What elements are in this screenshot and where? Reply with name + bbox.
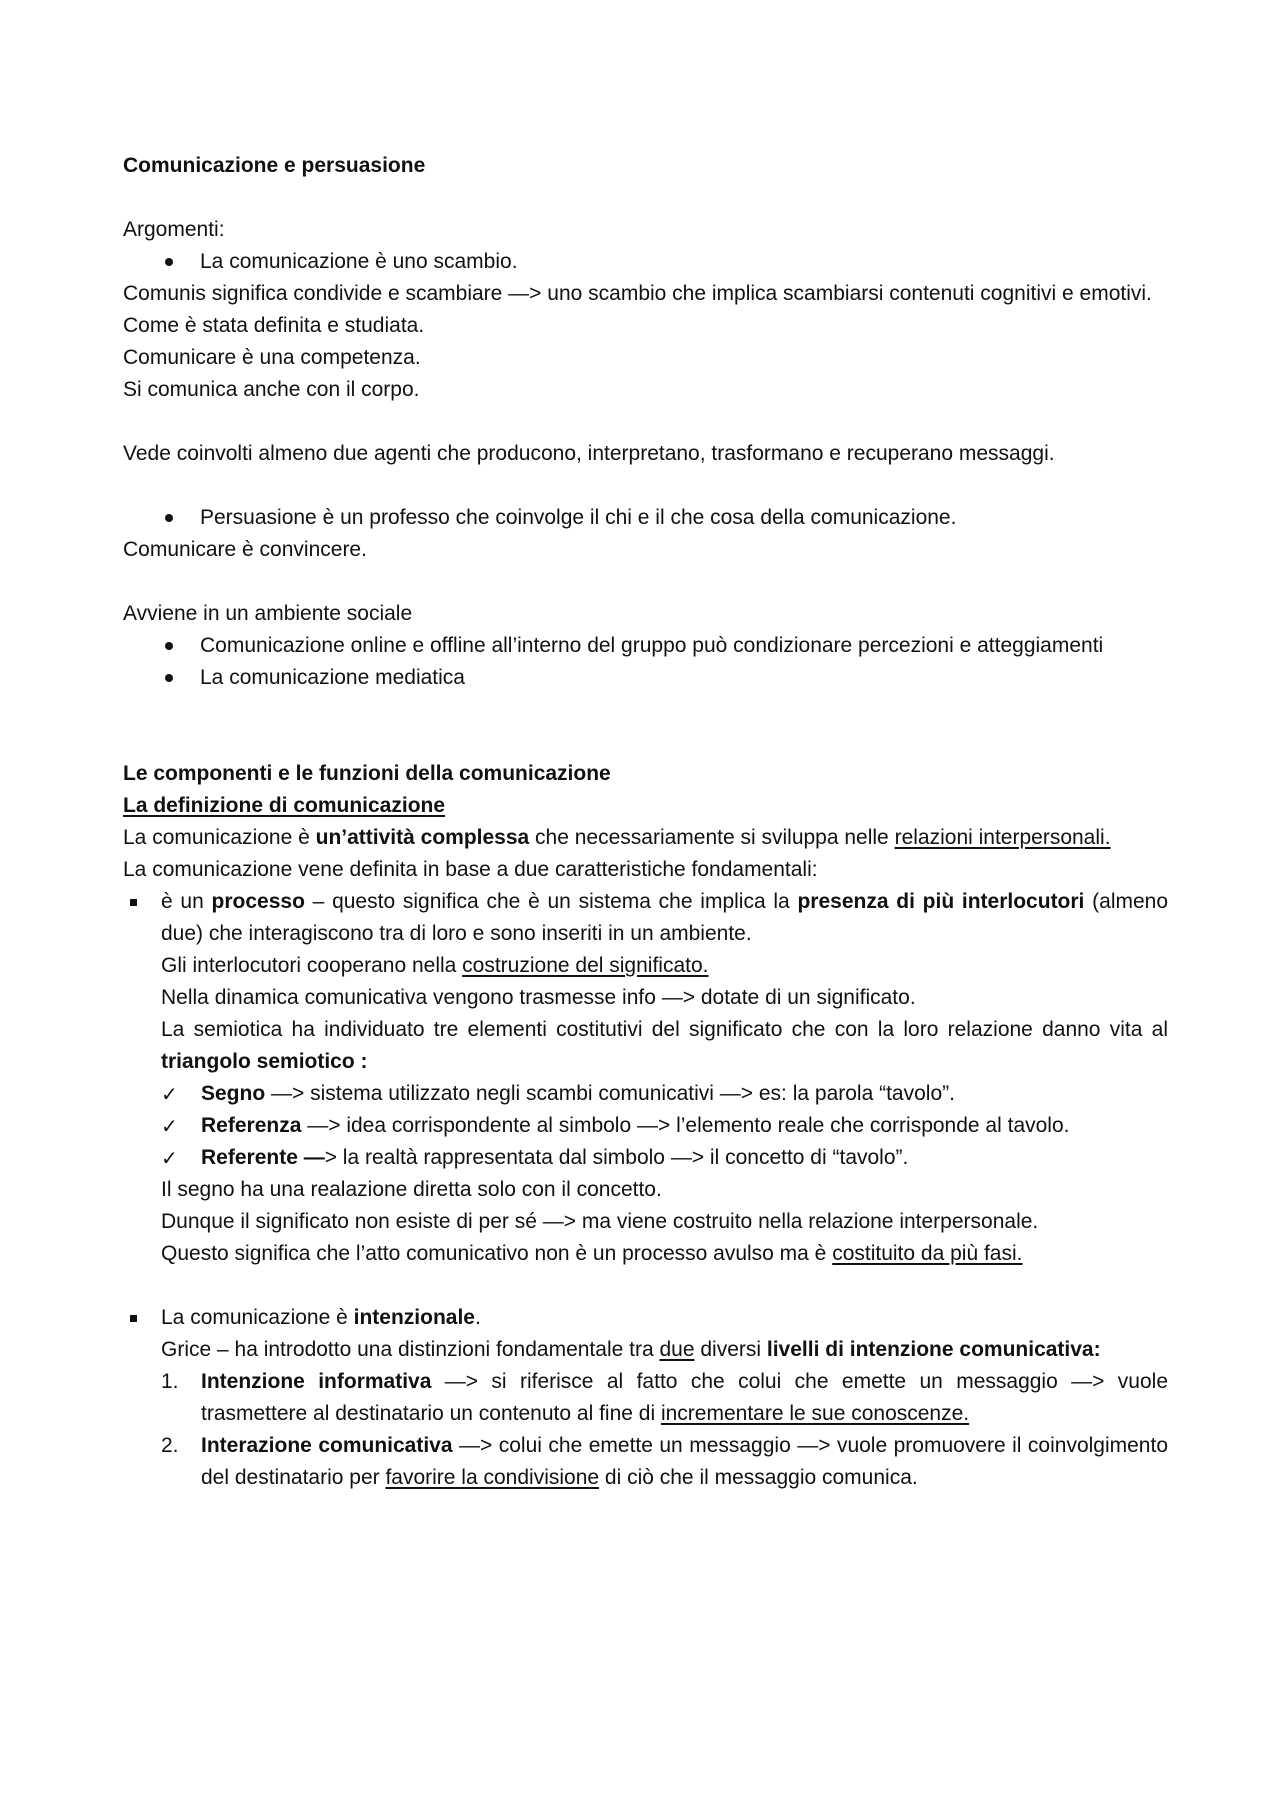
numbered-item: 1. Intenzione informativa —> si riferisce al fatto che colui che emette un messaggio —> vuole trasmettere al destinatario un contenuto al fine di incrementare le sue conoscenze. (161, 1366, 1168, 1430)
list-item-intenzionale: La comunicazione è intenzionale. Grice – ha introdotto una distinzioni fondamentale tra due diversi livelli di intenzione comunicativa: 1. Intenzione informativa —> si riferisce al fatto che colui che emette un messaggio —> vuole trasmettere al destinatario un contenuto al fine di incrementare le sue conoscenze. 2. Interazione comunicativa —> colui che emette un messaggio —> vuole promuovere il coinvolgimento del destinatario per favorire la condivisione di ciò che il messaggio comunica. (123, 1302, 1168, 1494)
paragraph: Comunicare è convincere. (123, 538, 367, 561)
section-title: Comunicazione e persuasione (123, 154, 426, 177)
paragraph: Avviene in un ambiente sociale (123, 602, 413, 625)
definition-paragraph: La comunicazione è un’attività complessa che necessariamente si sviluppa nelle relazioni interpersonali. (123, 826, 1111, 849)
list-number: 2. (161, 1434, 179, 1457)
check-item: ✓ Referenza —> idea corrispondente al simbolo —> l’elemento reale che corrisponde al tavolo. (161, 1110, 1168, 1142)
subsection-title: La definizione di comunicazione (123, 794, 446, 817)
paragraph: Vede coinvolti almeno due agenti che producono, interpretano, trasformano e recuperano messaggi. (123, 442, 1055, 465)
check-item: ✓ Referente —> la realtà rappresentata dal simbolo —> il concetto di “tavolo”. (161, 1142, 1168, 1174)
paragraph: Si comunica anche con il corpo. (123, 378, 420, 401)
list-item: La comunicazione mediatica (200, 666, 465, 689)
paragraph: Comunis significa condivide e scambiare —> uno scambio che implica scambiarsi contenuti cognitivi e emotivi. (123, 282, 1152, 305)
list-item: Persuasione è un professo che coinvolge il chi e il che cosa della comunicazione. (200, 506, 957, 529)
check-item: ✓ Segno —> sistema utilizzato negli scambi comunicativi —> es: la parola “tavolo”. (161, 1078, 1168, 1110)
paragraph: La comunicazione vene definita in base a due caratteristiche fondamentali: (123, 858, 818, 881)
paragraph: Comunicare è una competenza. (123, 346, 421, 369)
numbered-item: 2. Interazione comunicativa —> colui che emette un messaggio —> vuole promuovere il coinvolgimento del destinatario per favorire la condivisione di ciò che il messaggio comunica. (161, 1430, 1168, 1494)
list-item: La comunicazione è uno scambio. (200, 250, 518, 273)
checkmark-icon: ✓ (161, 1082, 178, 1106)
checkmark-icon: ✓ (161, 1114, 178, 1138)
checkmark-icon: ✓ (161, 1146, 178, 1170)
list-number: 1. (161, 1370, 179, 1393)
document-page (123, 150, 1168, 1494)
list-item-processo: è un processo – questo significa che è un sistema che implica la presenza di più interlocutori (almeno due) che interagiscono tra di loro e sono inseriti in un ambiente. Gli interlocutori cooperano nella costruzione del significato. Nella dinamica comunicativa vengono trasmesse info —> dotate di un significato. La semiotica ha individuato tre elementi costitutivi del significato che con la loro relazione danno vita al triangolo semiotico : ✓ Segno —> sistema utilizzato negli scambi comunicativi —> es: la parola “tavolo”. ✓ Referenza —> idea corrispondente al simbolo —> l’elemento reale che corrisponde al tavolo. ✓ Referente —> la realtà rappresentata dal simbolo —> il concetto di “tavolo”. Il segno ha una realazione diretta solo con il concetto. Dunque il significato non esiste di per sé —> ma viene costruito nella relazione interpersonale. Questo significa che l’atto comunicativo non è un processo avulso ma è costituito da più fasi. (161, 890, 1169, 1265)
list-item: Comunicazione online e offline all’interno del gruppo può condizionare percezioni e atteggiamenti (200, 634, 1104, 657)
argomenti-label: Argomenti: (123, 218, 225, 241)
section-title: Le componenti e le funzioni della comunicazione (123, 762, 611, 785)
paragraph: Come è stata definita e studiata. (123, 314, 425, 337)
